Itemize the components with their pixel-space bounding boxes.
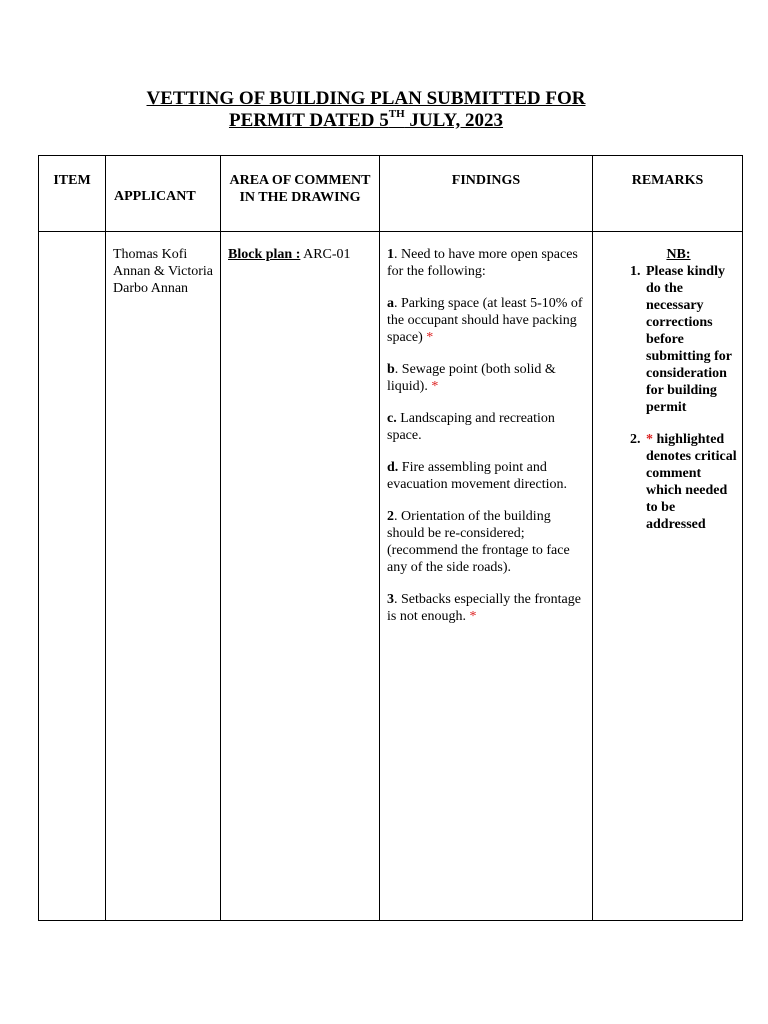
finding-item [387, 508, 586, 576]
finding-label: c. [387, 411, 397, 426]
remark-item [644, 431, 738, 533]
critical-star: * [469, 609, 477, 624]
finding-label: 1 [387, 247, 394, 262]
finding-text: . Parking space (at least 5-10% of the occupant should have packing space) [387, 296, 583, 345]
finding-item [387, 361, 586, 395]
finding-text: . Sewage point (both solid & liquid). [387, 362, 556, 394]
title-line-2 [0, 107, 732, 132]
remarks-list [597, 263, 738, 533]
remark-item [644, 263, 738, 416]
finding-label: d. [387, 460, 399, 475]
document-title [0, 88, 732, 132]
finding-text: . Orientation of the building should be re-considered; (recommend the frontage to face any of the side roads). [387, 509, 570, 575]
finding-text: . Setbacks especially the frontage is not enough. [387, 592, 581, 624]
cell-remarks [593, 232, 743, 921]
finding-item [387, 591, 586, 625]
critical-star: * [646, 432, 653, 447]
nb-label: NB: [666, 247, 691, 262]
finding-label: a [387, 296, 394, 311]
area-label: Block plan : [228, 247, 301, 262]
cell-area [221, 232, 380, 921]
finding-text: . Need to have more open spaces for the following: [387, 247, 578, 279]
remark-text: Please kindly do the necessary corrections before submitting for consideration for building permit [646, 264, 732, 415]
finding-label: 3 [387, 592, 394, 607]
finding-item [387, 246, 586, 280]
finding-item [387, 459, 586, 493]
finding-item [387, 295, 586, 346]
table-row [39, 232, 743, 921]
finding-label: b [387, 362, 395, 377]
finding-label: 2 [387, 509, 394, 524]
cell-applicant: Thomas Kofi Annan & Victoria Darbo Annan [106, 232, 221, 921]
finding-text: Fire assembling point and evacuation movement direction. [387, 460, 567, 492]
title-date-suffix: TH [388, 107, 405, 120]
cell-item [39, 232, 106, 921]
finding-item [387, 410, 586, 444]
header-findings: FINDINGS [380, 156, 593, 232]
vetting-table [38, 155, 743, 921]
header-item: ITEM [39, 156, 106, 232]
title-date-prefix: PERMIT DATED 5 [228, 110, 389, 131]
header-area: AREA OF COMMENT IN THE DRAWING [221, 156, 380, 232]
area-value: ARC-01 [300, 247, 351, 262]
header-row [39, 156, 743, 232]
critical-star: * [426, 330, 434, 345]
title-line-1: VETTING OF BUILDING PLAN SUBMITTED FOR [146, 88, 586, 109]
header-applicant: APPLICANT [106, 156, 221, 232]
critical-star: * [431, 379, 439, 394]
finding-text: Landscaping and recreation space. [387, 411, 555, 443]
title-date-rest: JULY, 2023 [404, 110, 504, 131]
remark-text: highlighted denotes critical comment which needed to be addressed [646, 432, 737, 532]
cell-findings [380, 232, 593, 921]
header-remarks: REMARKS [593, 156, 743, 232]
